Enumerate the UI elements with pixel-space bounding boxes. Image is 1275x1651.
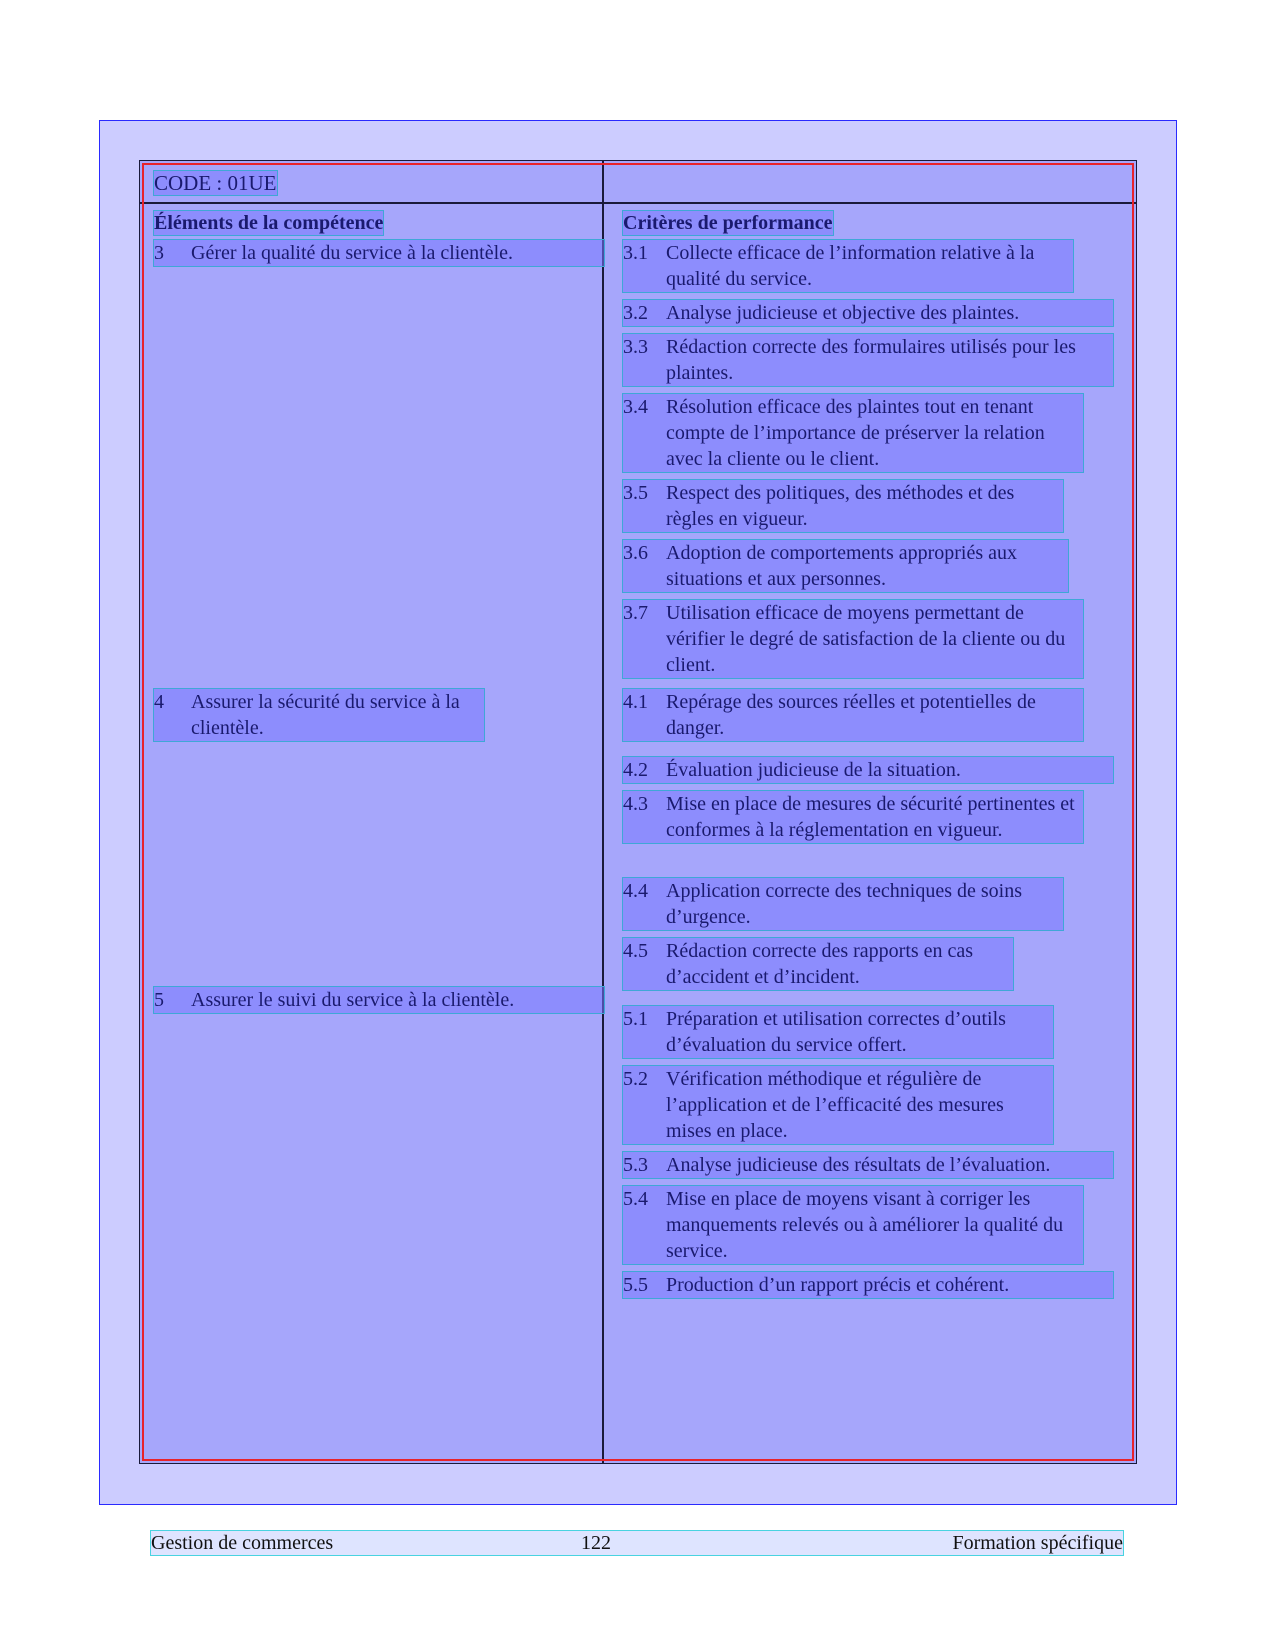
header-criteria: Critères de performance	[623, 212, 833, 234]
criterion-text: Production d’un rapport précis et cohérent.	[666, 1274, 1010, 1296]
element-text: Assurer le suivi du service à la clientèle.	[191, 989, 515, 1011]
column-divider	[602, 160, 604, 1464]
criterion-text: Évaluation judicieuse de la situation.	[666, 759, 961, 781]
criterion-item	[623, 480, 1063, 532]
criterion-number: 4.5	[623, 940, 648, 962]
criterion-number: 5.5	[623, 1274, 648, 1296]
criterion-item	[623, 1006, 1053, 1058]
criterion-item	[623, 300, 1113, 326]
criterion-item	[623, 938, 1013, 990]
criterion-number: 3.4	[623, 396, 648, 418]
element-text: Assurer la sécurité du service à la clientèle.	[191, 691, 460, 739]
criterion-number: 5.1	[623, 1008, 648, 1030]
criterion-number: 3.7	[623, 602, 648, 624]
footer-training-type: Formation spécifique	[952, 1532, 1123, 1554]
criterion-number: 4.1	[623, 691, 648, 713]
criterion-item	[623, 334, 1113, 386]
element-number: 5	[154, 989, 164, 1011]
header-divider	[139, 202, 1137, 204]
criterion-number: 5.3	[623, 1154, 648, 1176]
criterion-number: 3.5	[623, 482, 648, 504]
criterion-item	[623, 689, 1083, 741]
criterion-text: Mise en place de mesures de sécurité pertinentes et conformes à la réglementation en vigueur.	[666, 793, 1075, 841]
criterion-text: Adoption de comportements appropriés aux situations et aux personnes.	[666, 542, 1018, 590]
criterion-text: Respect des politiques, des méthodes et des règles en vigueur.	[666, 482, 1015, 530]
criterion-text: Analyse judicieuse et objective des plaintes.	[666, 302, 1020, 324]
criterion-item	[623, 394, 1083, 472]
criterion-number: 4.4	[623, 880, 648, 902]
criterion-item	[623, 878, 1063, 930]
page-footer	[151, 1531, 1123, 1555]
element-item	[154, 240, 604, 266]
criterion-item	[623, 540, 1068, 592]
criterion-text: Utilisation efficace de moyens permettant de vérifier le degré de satisfaction de la cliente ou du client.	[666, 602, 1066, 676]
competence-code: CODE : 01UE	[154, 171, 277, 195]
criterion-item	[623, 1152, 1113, 1178]
criterion-number: 3.2	[623, 302, 648, 324]
element-item	[154, 689, 484, 741]
footer-program: Gestion de commerces	[151, 1532, 334, 1554]
criterion-text: Vérification méthodique et régulière de l’application et de l’efficacité des mesures mises en place.	[666, 1068, 1004, 1142]
criterion-item	[623, 1272, 1113, 1298]
criterion-text: Rédaction correcte des rapports en cas d’accident et d’incident.	[666, 940, 974, 988]
criterion-text: Collecte efficace de l’information relative à la qualité du service.	[666, 242, 1035, 290]
criterion-item	[623, 240, 1073, 292]
criterion-text: Repérage des sources réelles et potentielles de danger.	[666, 691, 1036, 739]
criterion-text: Résolution efficace des plaintes tout en tenant compte de l’importance de préserver la relation avec la cliente ou le client.	[666, 396, 1045, 470]
element-number: 3	[154, 242, 164, 264]
criterion-number: 4.2	[623, 759, 648, 781]
criterion-number: 5.4	[623, 1188, 648, 1210]
header-elements: Éléments de la compétence	[154, 212, 384, 234]
criterion-number: 3.6	[623, 542, 648, 564]
criterion-item	[623, 600, 1083, 678]
criterion-number: 3.1	[623, 242, 648, 264]
criterion-item	[623, 1186, 1083, 1264]
criterion-text: Rédaction correcte des formulaires utilisés pour les plaintes.	[666, 336, 1076, 384]
criterion-text: Analyse judicieuse des résultats de l’évaluation.	[666, 1154, 1051, 1176]
page-number: 122	[581, 1532, 611, 1554]
criterion-item	[623, 757, 1113, 783]
criterion-item	[623, 1066, 1053, 1144]
criterion-text: Préparation et utilisation correctes d’outils d’évaluation du service offert.	[666, 1008, 1006, 1056]
element-text: Gérer la qualité du service à la clientèle.	[191, 242, 514, 264]
criterion-number: 4.3	[623, 793, 648, 815]
criterion-text: Mise en place de moyens visant à corriger les manquements relevés ou à améliorer la qualité du service.	[666, 1188, 1064, 1262]
criterion-number: 5.2	[623, 1068, 648, 1090]
criterion-number: 3.3	[623, 336, 648, 358]
element-number: 4	[154, 691, 164, 713]
criterion-text: Application correcte des techniques de soins d’urgence.	[666, 880, 1022, 928]
criterion-item	[623, 791, 1083, 843]
element-item	[154, 987, 604, 1013]
